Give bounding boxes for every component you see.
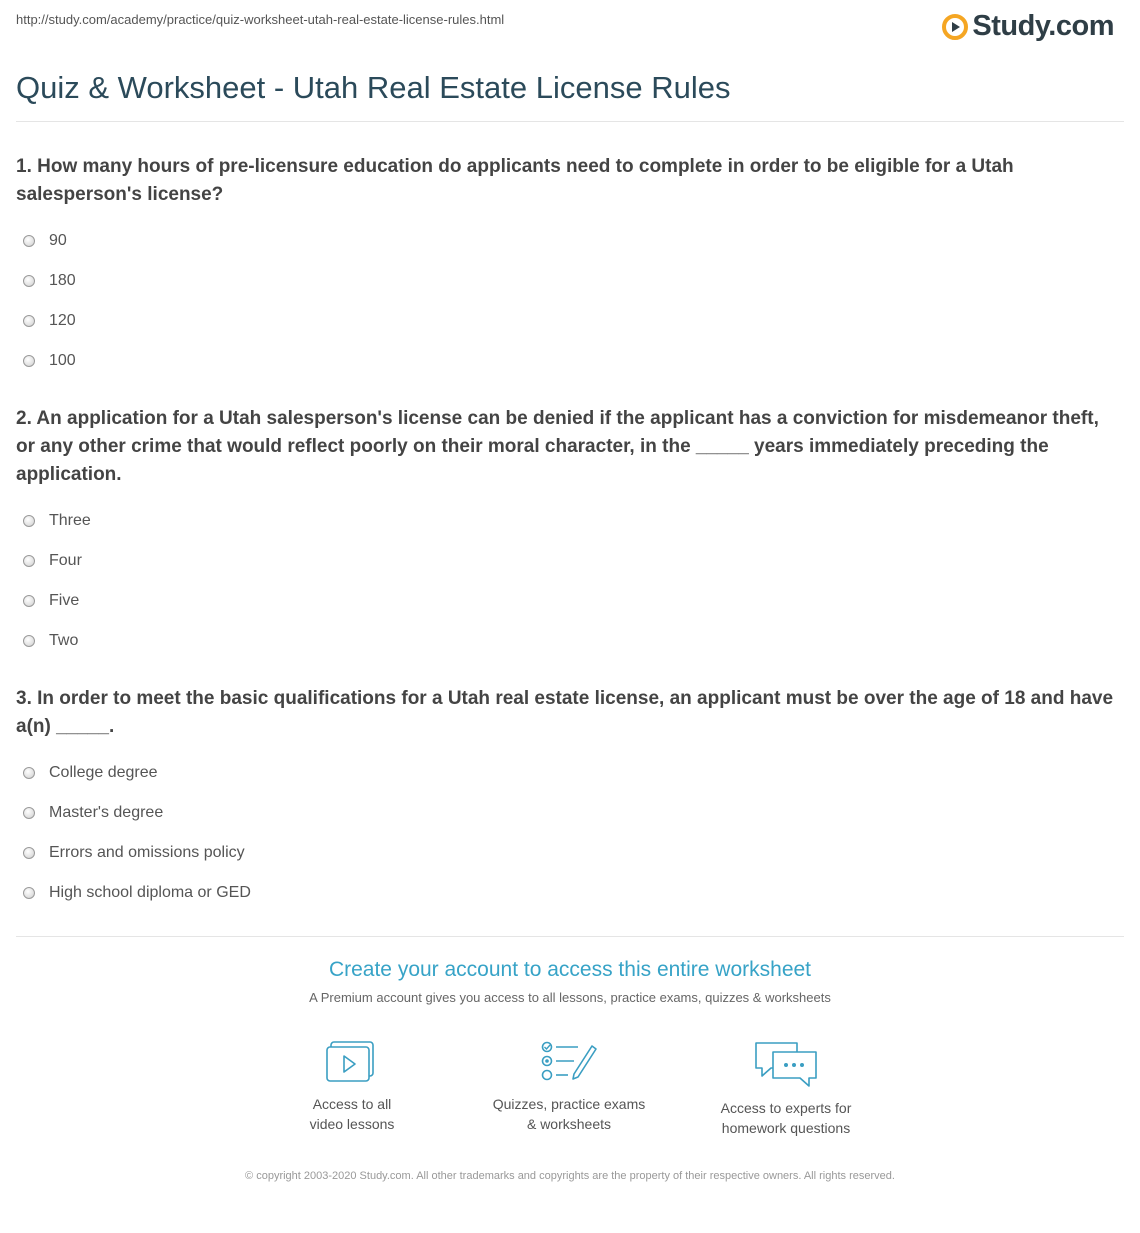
answer-label: Four (49, 552, 82, 569)
radio-button[interactable] (23, 767, 35, 779)
answer-label: 100 (49, 352, 76, 369)
radio-button[interactable] (23, 595, 35, 607)
answer-option[interactable] (16, 301, 1120, 341)
answer-option[interactable] (16, 341, 1120, 381)
question-1 (16, 153, 1120, 381)
radio-button[interactable] (23, 515, 35, 527)
radio-button[interactable] (23, 807, 35, 819)
answer-option[interactable] (16, 261, 1120, 301)
radio-button[interactable] (23, 555, 35, 567)
question-3 (16, 685, 1120, 913)
answer-label: Three (49, 512, 91, 529)
answer-label: 90 (49, 232, 67, 249)
copyright-footer (0, 1168, 1140, 1185)
top-bar (16, 10, 1124, 42)
answer-option[interactable] (16, 873, 1120, 913)
radio-button[interactable] (23, 847, 35, 859)
feature-line-1: Access to all (312, 1096, 392, 1112)
answer-option[interactable] (16, 793, 1120, 833)
answer-label: College degree (49, 764, 158, 781)
answer-label: Two (49, 632, 79, 649)
cta-subtitle: A Premium account gives you access to all lessons, practice exams, quizzes & worksheets (309, 990, 831, 1005)
answer-option[interactable] (16, 621, 1120, 661)
question-text: 1. How many hours of pre-licensure education do applicants need to complete in order to be eligible for a Utah salesperson's license? (16, 156, 1014, 205)
answer-option[interactable] (16, 501, 1120, 541)
feature-quizzes (469, 1040, 669, 1134)
feature-line-1: Access to experts for (720, 1100, 852, 1116)
page-title: Quiz & Worksheet - Utah Real Estate License Rules (16, 70, 731, 105)
answer-label: Five (49, 592, 80, 609)
radio-button[interactable] (23, 887, 35, 899)
play-circle-icon (942, 14, 968, 40)
question-2 (16, 405, 1120, 661)
study-logo[interactable] (942, 10, 1114, 43)
radio-button[interactable] (23, 315, 35, 327)
feature-experts (686, 1040, 886, 1138)
answer-option[interactable] (16, 541, 1120, 581)
answer-label: 120 (49, 312, 76, 329)
copyright-text: © copyright 2003-2020 Study.com. All other trademarks and copyrights are the property of their respective owners. All rights reserved. (245, 1170, 895, 1182)
radio-button[interactable] (23, 635, 35, 647)
radio-button[interactable] (23, 355, 35, 367)
video-lesson-icon (325, 1040, 379, 1084)
create-account-link[interactable]: Create your account to access this entire worksheet (328, 958, 812, 981)
feature-line-2: video lessons (309, 1116, 395, 1132)
chat-bubbles-icon (753, 1040, 819, 1088)
answer-label: High school diploma or GED (49, 884, 251, 901)
feature-line-2: homework questions (721, 1120, 851, 1136)
answer-label: Errors and omissions policy (49, 844, 245, 861)
cta-divider (16, 936, 1124, 937)
answer-list (16, 221, 1120, 381)
signup-cta (0, 958, 1140, 1005)
radio-button[interactable] (23, 275, 35, 287)
answer-option[interactable] (16, 833, 1120, 873)
radio-button[interactable] (23, 235, 35, 247)
answer-option[interactable] (16, 581, 1120, 621)
answer-option[interactable] (16, 221, 1120, 261)
answer-list (16, 501, 1120, 661)
answer-label: 180 (49, 272, 76, 289)
answer-label: Master's degree (49, 804, 164, 821)
logo-text: Study.com (972, 10, 1114, 42)
feature-line-2: & worksheets (526, 1116, 612, 1132)
question-text: 3. In order to meet the basic qualifications for a Utah real estate license, an applicant must be over the age of 18 and have a(n) _____. (16, 688, 1114, 737)
feature-line-1: Quizzes, practice exams (492, 1096, 646, 1112)
page-url: http://study.com/academy/practice/quiz-worksheet-utah-real-estate-license-rules.html (16, 12, 505, 27)
quiz-checklist-icon (540, 1040, 598, 1084)
title-divider (16, 121, 1124, 122)
answer-option[interactable] (16, 753, 1120, 793)
feature-video-lessons (252, 1040, 452, 1134)
answer-list (16, 753, 1120, 913)
question-text: 2. An application for a Utah salesperson's license can be denied if the applicant has a conviction for misdemeanor theft, or any other crime that would reflect poorly on their moral character, in the _____ years immediately preceding the application. (16, 408, 1099, 485)
